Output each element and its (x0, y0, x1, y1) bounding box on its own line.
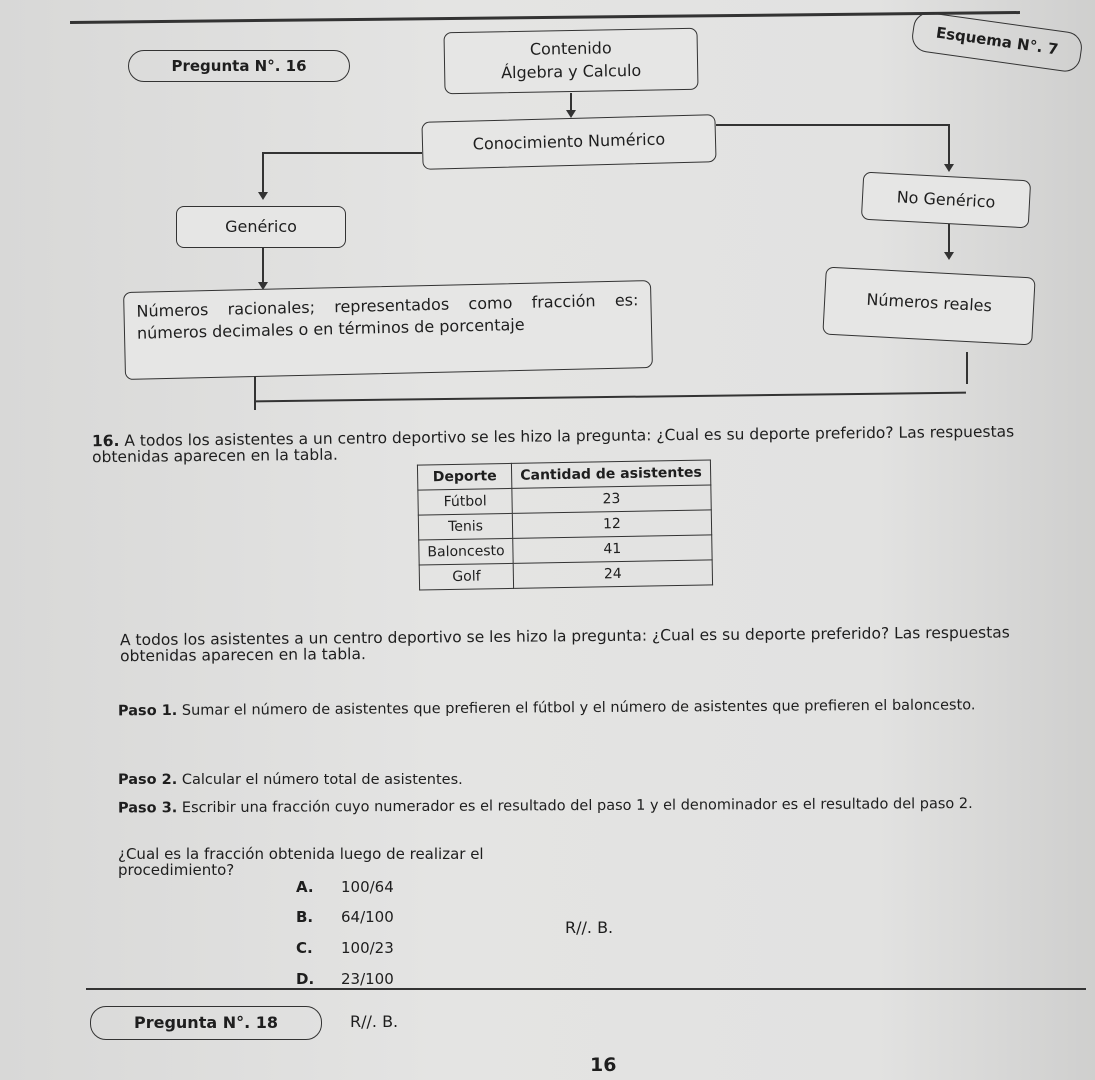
option-d: D. 23/100 (296, 970, 394, 988)
table-cell: Golf (419, 563, 514, 590)
step-text: Calcular el número total de asistentes. (181, 772, 463, 788)
option-a: A. 100/64 (296, 878, 394, 896)
question-label-pill: Pregunta N°. 16 (128, 50, 350, 82)
bottom-rule (86, 988, 1086, 990)
content-box (443, 28, 698, 94)
table-cell: Tenis (418, 513, 513, 540)
step-2 (118, 772, 1068, 788)
option-c: C. 100/23 (296, 939, 394, 957)
page-number: 16 (590, 1054, 617, 1076)
scheme-label-pill: Esquema N°. 7 (910, 10, 1084, 73)
knowledge-box: Conocimiento Numérico (421, 114, 716, 170)
table-cell: 12 (512, 510, 711, 538)
arrow-down-icon (258, 192, 268, 200)
table-cell: Fútbol (418, 488, 513, 515)
question-intro-text: A todos los asistentes a un centro deportivo se les hizo la pregunta: ¿Cual es su deporte preferido? Las respuestas obtenidas aparecen en la tabla. (92, 422, 1015, 467)
step-3 (118, 796, 1068, 817)
sports-table (417, 459, 713, 590)
question-intro-repeat: A todos los asistentes a un centro deportivo se les hizo la pregunta: ¿Cual es su deporte preferido? Las respuestas obtenidas aparecen en la tabla. (119, 623, 1010, 666)
question-number: 16. (91, 431, 120, 451)
arrow-down-icon (944, 164, 954, 172)
table-row (419, 560, 712, 590)
rational-numbers-box: Números racionales; representados como fracción es: números decimales o en términos de porcentaje (123, 280, 653, 380)
step-text: Sumar el número de asistentes que prefieren el fútbol y el número de asistentes que prefieren el baloncesto. (181, 697, 976, 719)
arrow-down-icon (566, 110, 576, 118)
footer-answer: R//. B. (350, 1012, 399, 1031)
content-title: Contenido (529, 38, 612, 59)
non-generic-box: No Genérico (861, 172, 1031, 229)
generic-box: Genérico (176, 206, 346, 248)
top-rule (70, 11, 1020, 24)
answer-text: R//. B. (565, 918, 614, 937)
content-subject: Álgebra y Calculo (500, 60, 642, 83)
question-prompt: ¿Cual es la fracción obtenida luego de realizar el procedimiento? (118, 845, 484, 879)
table-cell: 23 (512, 485, 711, 513)
step-text: Escribir una fracción cuyo numerador es el resultado del paso 1 y el denominador es el resultado del paso 2. (181, 796, 973, 817)
arrow-down-icon (944, 252, 954, 260)
question-intro (92, 423, 1092, 465)
step-label: Paso 3. (117, 800, 178, 817)
table-header: Cantidad de asistentes (512, 460, 711, 488)
step-1 (118, 697, 1068, 720)
step-label: Paso 1. (117, 702, 178, 720)
table-cell: Baloncesto (419, 538, 514, 565)
footer-question-pill: Pregunta N°. 18 (90, 1006, 322, 1040)
step-label: Paso 2. (118, 772, 178, 788)
table-cell: 41 (513, 535, 712, 563)
option-b: B. 64/100 (296, 908, 394, 926)
table-header: Deporte (417, 463, 512, 490)
table-cell: 24 (513, 560, 712, 588)
real-numbers-box: Números reales (822, 267, 1035, 346)
